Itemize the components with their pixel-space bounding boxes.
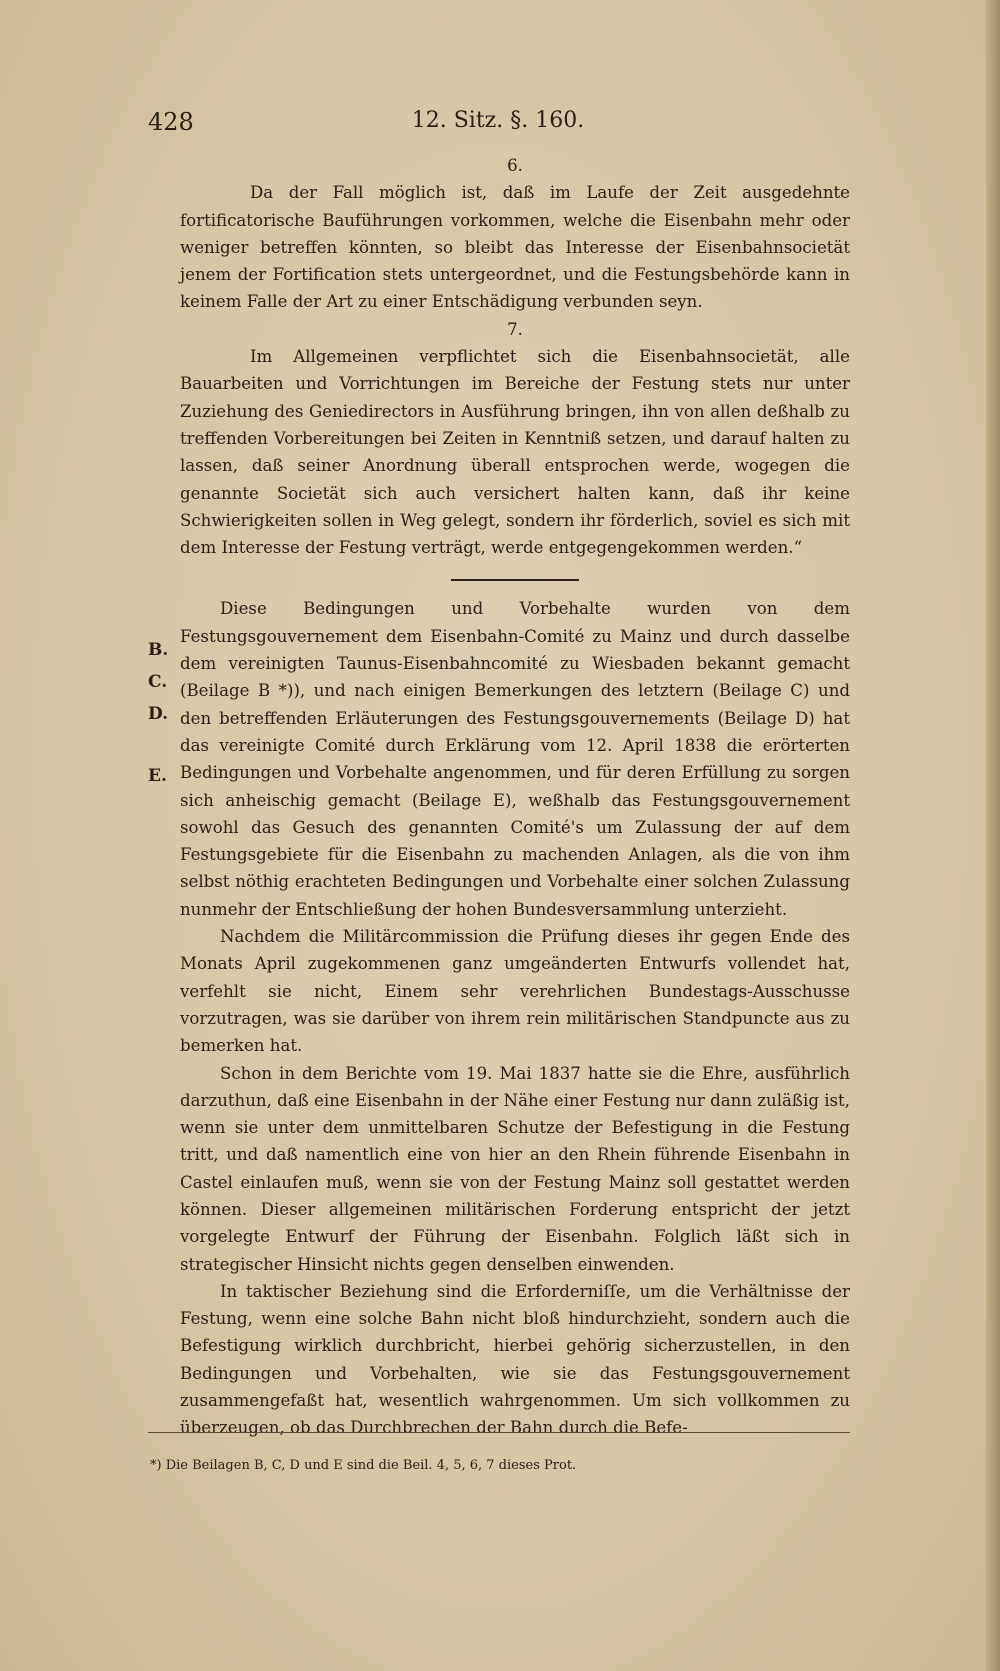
margin-letter-b: B. (148, 640, 169, 660)
margin-letter-d: D. (148, 704, 169, 724)
body-paragraph-2: Nachdem die Militärcommission die Prüfung dieses ihr gegen Ende des Monats April zugekommenen ganz umgeänderten Entwurfs vollendet hat, verfehlt sie nicht, Einem sehr verehrlichen Bundestags-Ausschusse vorzutragen, was sie darüber von ihrem rein militärischen Standpuncte aus zu bemerken hat. (180, 927, 850, 1056)
footnote-divider (148, 1432, 850, 1433)
margin-letter-c: C. (148, 672, 168, 692)
page-edge-shadow (986, 0, 1000, 1671)
margin-letter-e: E. (148, 766, 167, 786)
section-number-7: 7. (507, 319, 523, 339)
body-paragraph-1: Diese Bedingungen und Vorbehalte wurden von dem Festungsgouvernement dem Eisenbahn-Comité zu Mainz und durch dasselbe dem vereinigten Taunus-Eisenbahncomité zu Wiesbaden bekannt gemacht (Beilage B *)), und nach einigen Bemerkungen des letztern (Beilage C) und den betreffenden Erläuterungen des Festungsgouvernements (Beilage D) hat das vereinigte Comité durch Erklärung vom 12. April 1838 die erörterten Bedingungen und Vorbehalte angenommen, und für deren Erfüllung zu sorgen sich anheischig gemacht (Beilage E), weßhalb das Festungsgouvernement sowohl das Gesuch des genannten Comité's um Zulassung der auf dem Festungsgebiete für die Eisenbahn zu machenden Anlagen, als die von ihm selbst nöthig erachteten Bedingungen und Vorbehalte einer solchen Zulassung nunmehr der Entschließung der hohen Bundesversammlung unterzieht. (180, 599, 850, 919)
section-6-paragraph: Da der Fall möglich ist, daß im Laufe der Zeit ausgedehnte fortificatorische Bauführungen vorkommen, welche die Eisenbahn mehr oder weniger betreffen könnten, so bleibt das Interesse der Eisenbahnsocietät jenem der Fortification stets untergeordnet, und die Festungsbehörde kann in keinem Falle der Art zu einer Entschädigung verbunden seyn. (180, 183, 850, 312)
body-paragraph-4: In taktischer Beziehung sind die Erforderniſſe, um die Verhältnisse der Festung, wenn eine solche Bahn nicht bloß hindurchzieht, sondern auch die Befestigung wirklich durchbricht, hierbei gehörig sicherzustellen, in den Bedingungen und Vorbehalten, wie sie das Festungsgouvernement zusammengefaßt hat, wesentlich wahrgenommen. Um sich vollkommen zu überzeugen, ob das Durchbrechen der Bahn durch die Befe- (180, 1281, 850, 1438)
body-text (180, 152, 850, 1442)
page-header (148, 108, 848, 138)
body-paragraph-3: Schon in dem Berichte vom 19. Mai 1837 hatte sie die Ehre, ausführlich darzuthun, daß eine Eisenbahn in der Nähe einer Festung nur dann zuläßig ist, wenn sie unter dem unmittelbaren Schutze der Befestigung in die Festung tritt, und daß namentlich eine von hier an den Rhein führende Eisenbahn in Castel einlaufen muß, wenn sie von der Festung Mainz soll gestattet werden können. Dieser allgemeinen militärischen Forderung entspricht der jetzt vorgelegte Entwurf der Führung der Eisenbahn. Folglich läßt sich in strategischer Hinsicht nichts gegen denselben einwenden. (180, 1063, 850, 1274)
section-number-6: 6. (507, 156, 523, 175)
page-number: 428 (148, 108, 194, 136)
running-head: 12. Sitz. §. 160. (411, 108, 585, 133)
section-7-paragraph: Im Allgemeinen verpflichtet sich die Eisenbahnsocietät, alle Bauarbeiten und Vorrichtungen im Bereiche der Festung stets nur unter Zuziehung des Geniedirectors in Ausführung bringen, ihn von allen deßhalb zu treffenden Vorbereitungen bei Zeiten in Kenntniß setzen, und darauf halten zu lassen, daß seiner Anordnung überall entsprochen werde, wogegen die genannte Societät sich auch versichert halten kann, daß ihr keine Schwierigkeiten sollen in Weg gelegt, sondern ihr förderlich, soviel es sich mit dem Interesse der Festung verträgt, werde entgegengekommen werden.“ (180, 347, 850, 558)
footnote: *) Die Beilagen B, C, D und E sind die Beil. 4, 5, 6, 7 dieses Prot. (150, 1458, 577, 1473)
section-divider (451, 579, 579, 581)
